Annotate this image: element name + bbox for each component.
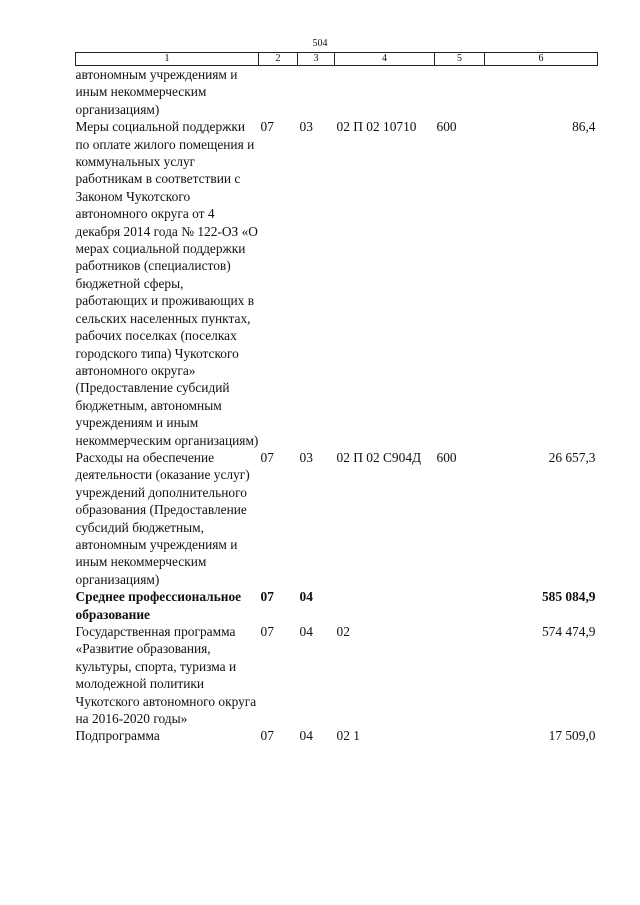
row-vid: 600 (436, 119, 457, 135)
row-tsel (335, 588, 435, 623)
row-name: Подпрограмма (75, 728, 160, 744)
row-summa: 585 084,9 (541, 589, 596, 605)
table-row (76, 623, 598, 727)
row-summa: 86,4 (572, 119, 596, 135)
row-tsel: 02 (336, 624, 350, 639)
table-row (76, 118, 598, 449)
header-row (76, 53, 598, 66)
row-summa: 26 657,3 (548, 449, 596, 465)
row-podrazdel: 03 (299, 449, 313, 465)
row-tsel: 02 П 02 С904Д (336, 449, 422, 465)
page-number: 504 (312, 38, 328, 49)
row-summa: 574 474,9 (541, 624, 596, 639)
row-summa: 17 509,0 (548, 728, 596, 744)
table-row (76, 727, 598, 744)
row-podrazdel: 04 (299, 728, 313, 744)
row-name: Расходы на обеспечение деятельности (оказание услуг) учреждений дополнительного образования (Предоставление субсидий бюджетным, автономным учреждениям и иным некоммерческим организациям) (75, 449, 250, 587)
row-razdel: 07 (260, 728, 274, 744)
row-razdel: 07 (260, 119, 274, 135)
row-tsel (335, 66, 435, 119)
row-vid (435, 588, 485, 623)
row-razdel (259, 66, 298, 119)
row-razdel: 07 (260, 624, 274, 639)
row-vid: 600 (436, 449, 457, 465)
header-col-2: 2 (259, 53, 298, 66)
table-body (76, 66, 598, 745)
row-podrazdel: 04 (299, 624, 313, 639)
row-summa (485, 66, 598, 119)
row-podrazdel (298, 66, 335, 119)
table-header (76, 53, 598, 66)
row-tsel: 02 П 02 10710 (336, 119, 417, 135)
table-row (76, 588, 598, 623)
row-name: Меры социальной поддержки по оплате жилого помещения и коммунальных услуг работникам в соответствии с Законом Чукотского автономного округа от 4 декабря 2014 года № 122-ОЗ «О мерах социальной поддержки работников (специалистов) бюджетной сферы, работающих и проживающих в сельских населенных пунктах, рабочих поселках (поселках городского типа) Чукотского автономного округа» (Предоставление субсидий бюджетным, автономным учреждениям и иным некоммерческим организациям) (75, 119, 259, 448)
row-vid (435, 66, 485, 119)
table-row (76, 449, 598, 588)
row-razdel: 07 (260, 449, 274, 465)
header-col-6: 6 (485, 53, 598, 66)
row-razdel: 07 (260, 589, 274, 605)
header-col-4: 4 (335, 53, 435, 66)
budget-table (75, 52, 598, 745)
header-col-1: 1 (76, 53, 259, 66)
table-row (76, 66, 598, 119)
row-name: автономным учреждениям и иным некоммерческим организациям) (75, 67, 238, 117)
header-col-5: 5 (435, 53, 485, 66)
row-podrazdel: 03 (299, 119, 313, 135)
header-col-3: 3 (298, 53, 335, 66)
row-podrazdel: 04 (299, 589, 313, 605)
row-tsel: 02 1 (336, 728, 360, 744)
row-name: Государственная программа «Развитие образования, культуры, спорта, туризма и молодежной политики Чукотского автономного округа на 2016-2020 годы» (75, 624, 257, 727)
row-vid (435, 727, 485, 744)
row-name: Среднее профессиональное образование (75, 589, 242, 622)
row-vid (435, 623, 485, 727)
